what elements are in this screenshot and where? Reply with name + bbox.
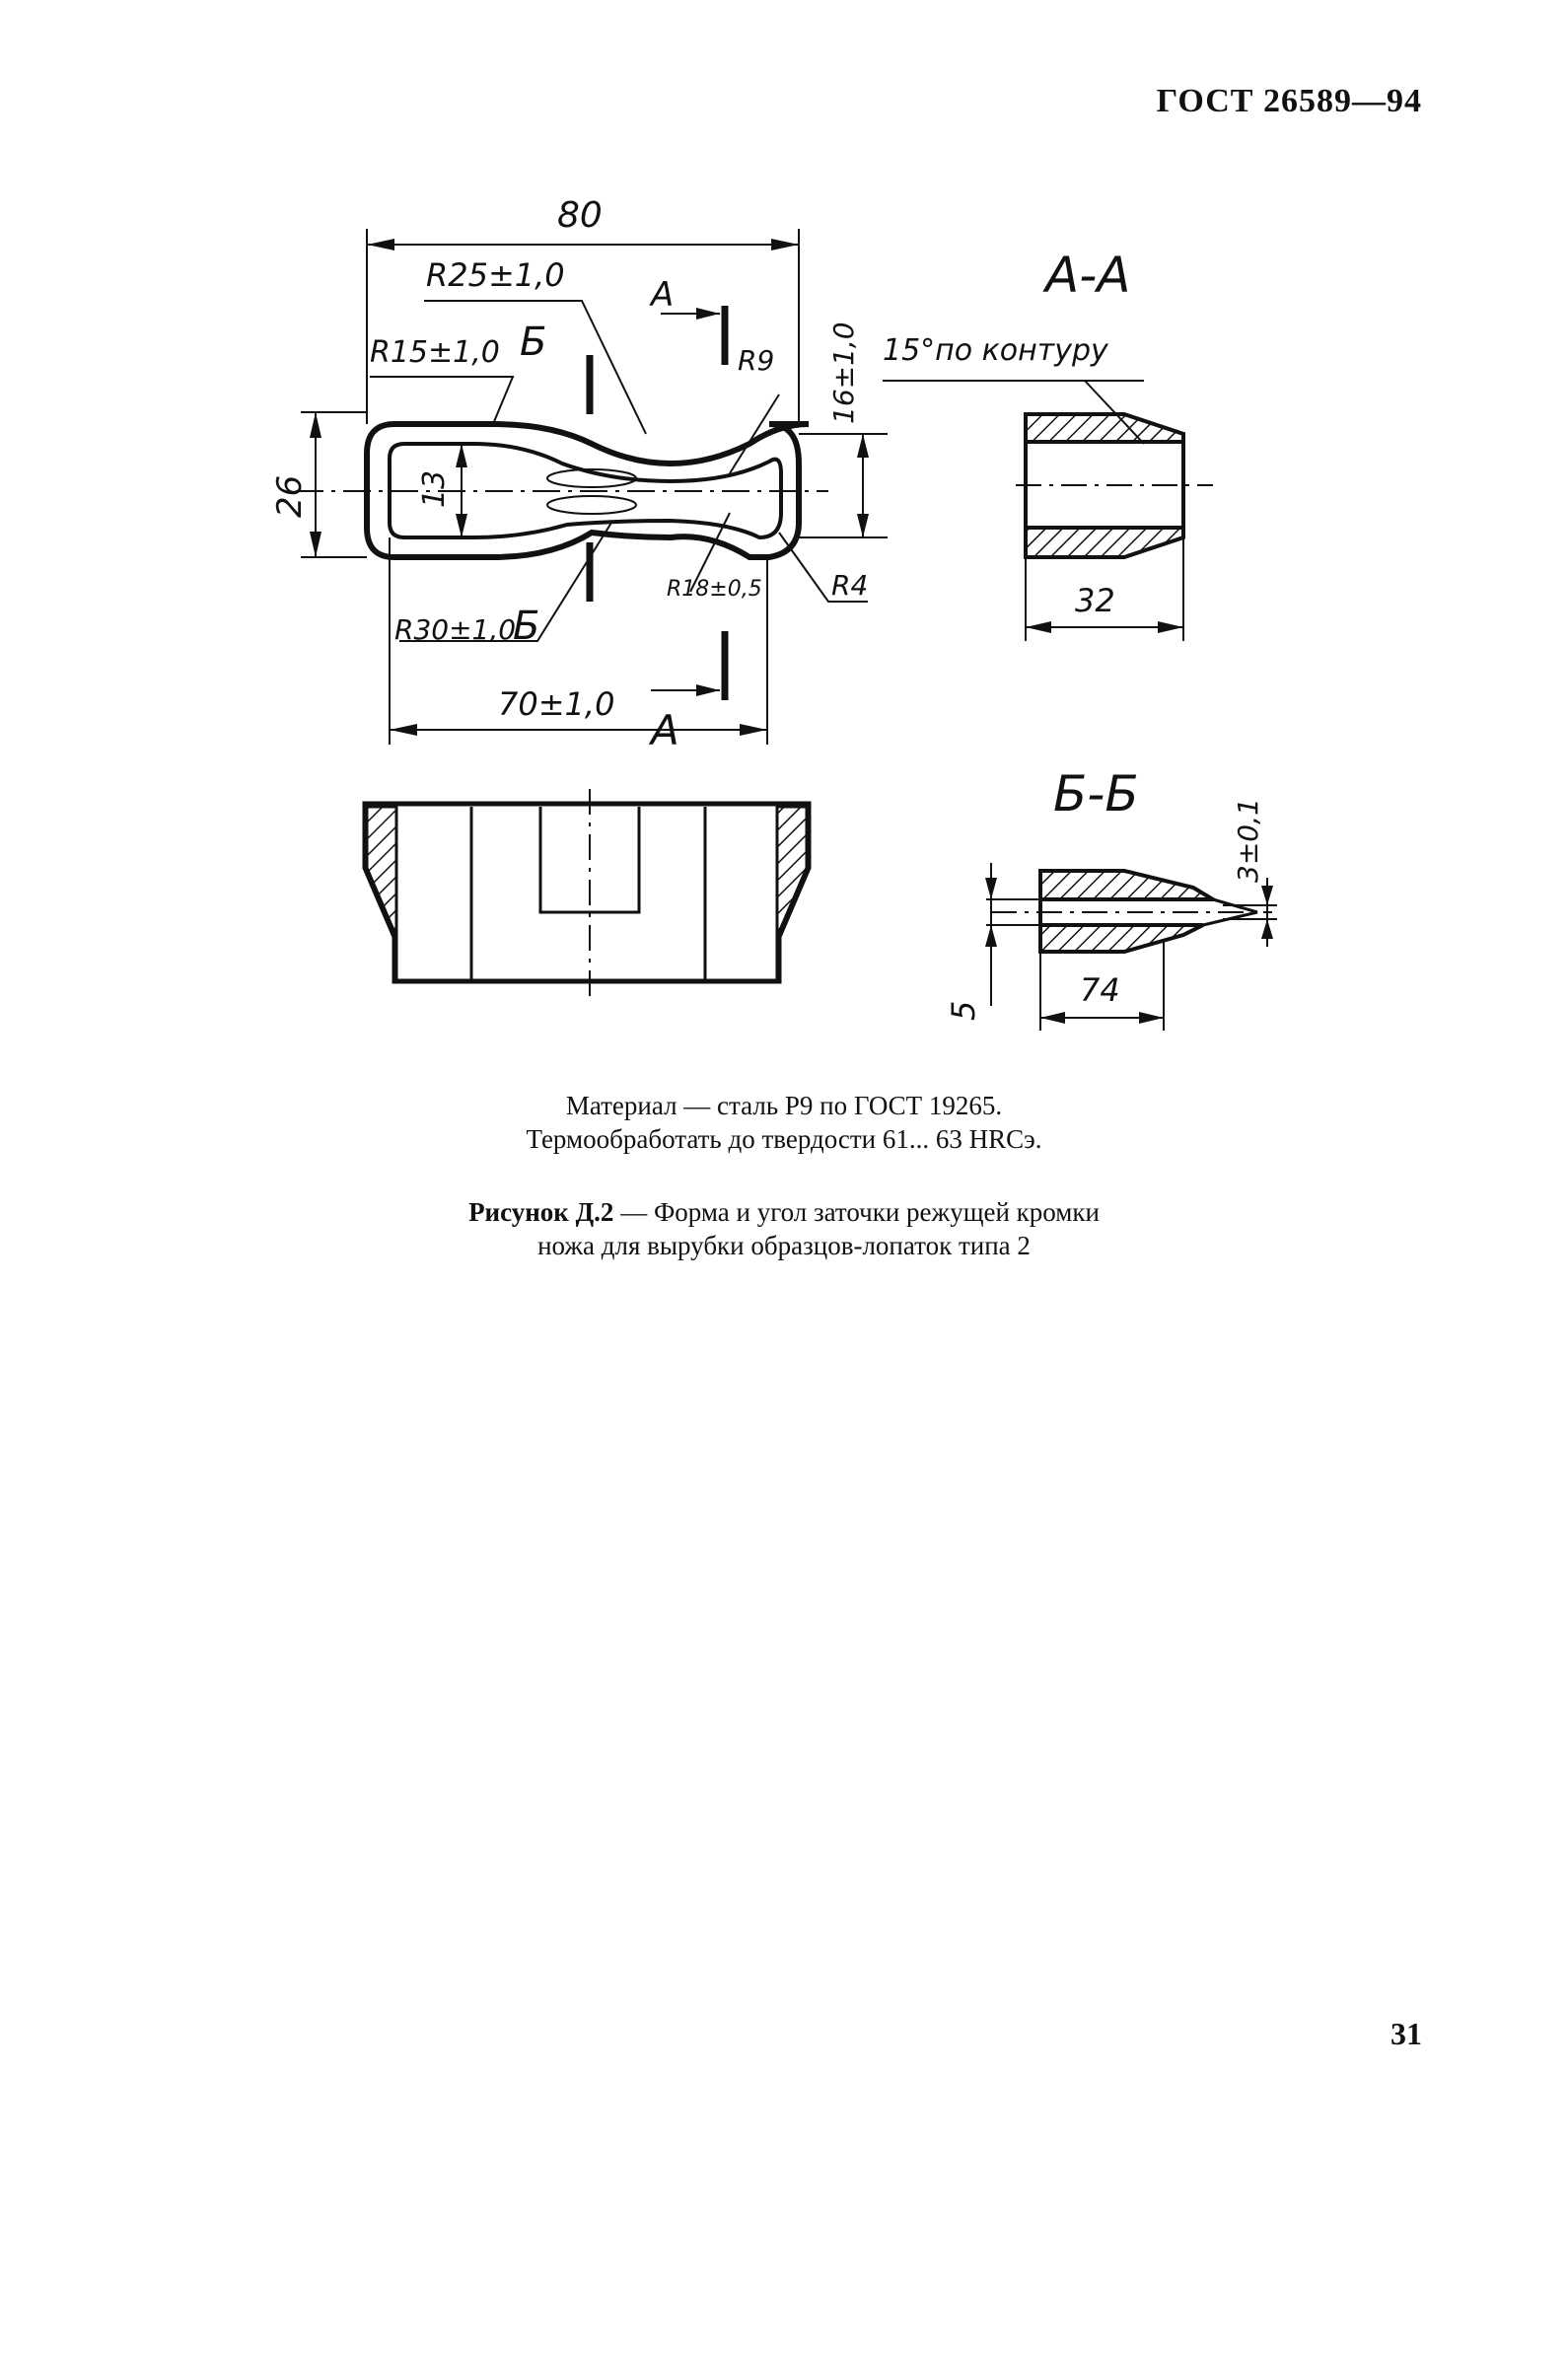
section-mark-b-bottom: Б bbox=[513, 604, 540, 649]
dim-16: 16±1,0 bbox=[827, 321, 860, 424]
dim-r9: R9 bbox=[738, 344, 775, 377]
dim-3: 3±0,1 bbox=[1232, 798, 1264, 883]
dim-74: 74 bbox=[1080, 971, 1120, 1009]
dim-13: 13 bbox=[417, 469, 452, 508]
section-bb-view bbox=[985, 863, 1277, 1031]
material-note bbox=[0, 1089, 1568, 1156]
dim-angle: 15°по контуру bbox=[883, 333, 1108, 368]
section-mark-a-top: А bbox=[651, 275, 675, 315]
standard-header: ГОСТ 26589—94 bbox=[1156, 83, 1422, 119]
dim-32: 32 bbox=[1075, 582, 1115, 619]
page-number: 31 bbox=[1390, 2016, 1422, 2051]
figure-text-1: — Форма и угол заточки режущей кромки bbox=[613, 1197, 1100, 1227]
dim-26: 26 bbox=[270, 474, 310, 518]
technical-drawing bbox=[0, 0, 1568, 1065]
figure-caption bbox=[0, 1195, 1568, 1262]
dim-r30: R30±1,0 bbox=[394, 613, 517, 646]
front-view bbox=[365, 789, 809, 996]
dim-70: 70±1,0 bbox=[498, 685, 615, 723]
section-mark-b-top: Б bbox=[520, 320, 547, 365]
plan-view bbox=[296, 229, 888, 745]
dim-r18: R18±0,5 bbox=[667, 577, 762, 602]
dim-r4: R4 bbox=[831, 569, 869, 602]
figure-label: Рисунок Д.2 bbox=[468, 1197, 614, 1227]
section-mark-a-bottom: А bbox=[651, 706, 679, 754]
dim-r15: R15±1,0 bbox=[370, 335, 500, 370]
material-line-1: Материал — сталь Р9 по ГОСТ 19265. bbox=[565, 1091, 1003, 1120]
section-aa-title: А-А bbox=[1045, 247, 1131, 304]
material-line-2: Термообработать до твердости 61... 63 HRCэ. bbox=[526, 1124, 1042, 1154]
dim-5: 5 bbox=[945, 1000, 982, 1021]
figure-caption-line-1 bbox=[0, 1195, 1568, 1229]
section-bb-title: Б-Б bbox=[1053, 765, 1139, 822]
figure-caption-line-2: ножа для вырубки образцов-лопаток типа 2 bbox=[537, 1231, 1031, 1260]
dim-80: 80 bbox=[557, 195, 603, 236]
section-aa-view bbox=[883, 381, 1213, 641]
dim-r25: R25±1,0 bbox=[426, 256, 565, 294]
